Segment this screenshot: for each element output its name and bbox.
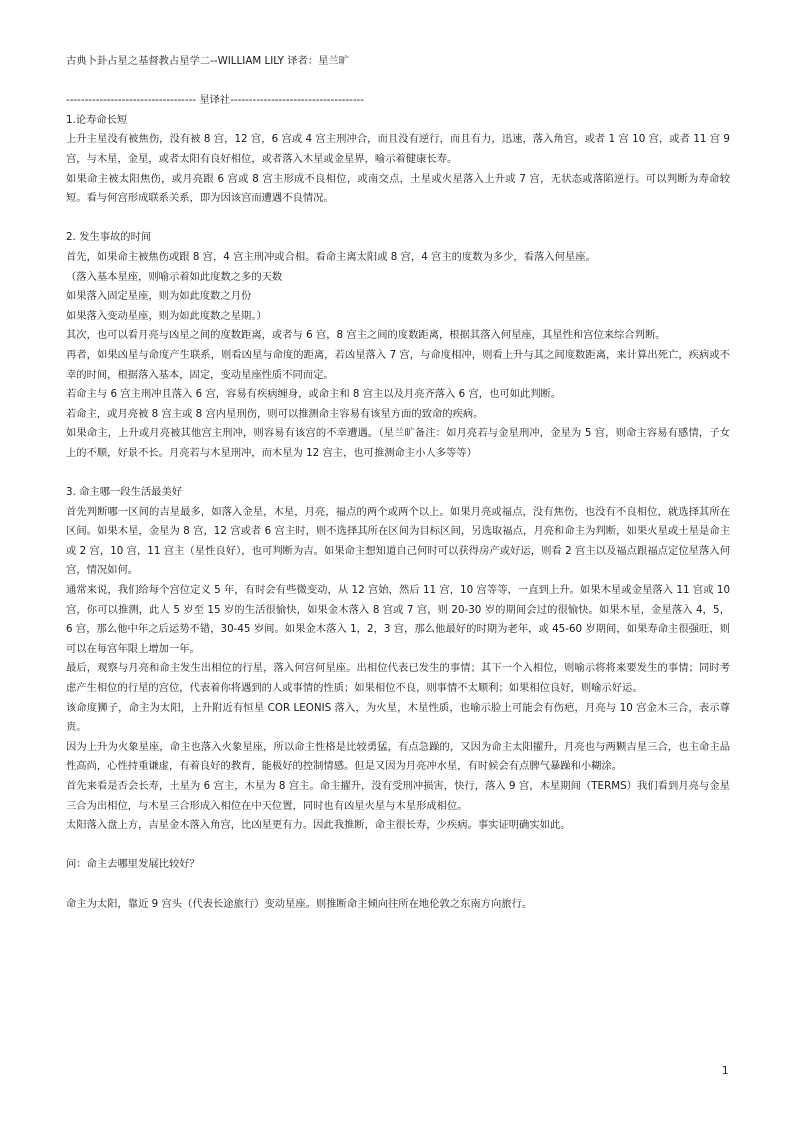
section-heading: 3. 命主哪一段生活最美好 [66, 486, 183, 499]
paragraph: 太阳落入盘上方，吉星金木落入角宫，比凶星更有力。因此我推断，命主很长寿，少疾病。事实证明确实如此。 [66, 819, 571, 832]
answer-text: 命主为太阳，靠近 9 宫头（代表长途旅行）变动星座。则推断命主倾向往所在地伦敦之东南方向旅行。 [66, 897, 533, 910]
section-heading: 1.论寿命长短 [66, 113, 128, 126]
paragraph: 再者，如果凶星与命度产生联系，则看凶星与命度的距离，若凶星落入 7 宫，与命度相冲，则看上升与其之间度数距离，来计算出死亡，疾病或不幸的时间，根据落入基本，固定，变动星座性质不同而定。 [66, 348, 730, 381]
paragraph: 首先来看是否会长寿，土星为 6 宫主，木星为 8 宫主。命主擢升，没有受刑冲损害，快行，落入 9 宫，木星期间（TERMS）我们看到月亮与金星三合为出相位，与木星三合形成入相位在中天位置，同时也有凶星火星与木星形成相位。 [66, 779, 730, 812]
section-heading: 2. 发生事故的时间 [66, 231, 152, 244]
page-number: 1 [722, 1065, 729, 1077]
paragraph: 如果落入变动星座，则为如此度数之星期。） [66, 309, 267, 322]
paragraph: 该命度狮子，命主为太阳，上升附近有恒星 COR LEONIS 落入，为火星，木星性质，也喻示脸上可能会有伤疤，月亮与 10 宫金木三合，表示尊贵。 [66, 701, 730, 734]
answer-block [66, 895, 730, 915]
question-text: 问：命主去哪里发展比较好？ [66, 858, 200, 871]
spacer [66, 875, 730, 895]
section-best-period [66, 483, 730, 836]
paragraph: 其次，也可以看月亮与凶星之间的度数距离，或者与 6 宫，8 宫主之间的度数距离，根据其落入何星座，其星性和宫位来综合判断。 [66, 329, 666, 342]
paragraph: 通常来说，我们给每个宫位定义 5 年，有时会有些微变动，从 12 宫始，然后 11 宫，10 宫等等，一直到上升。如果木星或金星落入 11 宫或 10 宫，你可以推测，此人 5 岁至 15 岁的生活很愉快，如果金木落入 8 宫或 7 宫，则 20-30 岁的期间会过的很愉快。如果木星，金星落入 4，5，6 宫，那么他中年之后运势不错，30-45 岁间。如果金木落入 1，2，3 宫，那么他最好的时期为老年，或 45-60 岁期间，如果寿命主很强旺，则可以在每宫年限上增加一年。 [66, 584, 730, 655]
spacer [66, 836, 730, 856]
paragraph: 如果命主被太阳焦伤，或月亮跟 6 宫或 8 宫主形成不良相位，或南交点，土星或火星落入上升或 7 宫，无状态或落陷逆行。可以判断为寿命较短。看与何宫形成联系关系，即为因该宫而遭遇不良情况。 [66, 172, 730, 205]
paragraph: 因为上升为火象星座，命主也落入火象星座，所以命主性格是比较勇猛，有点急躁的，又因为命主太阳擢升，月亮也与两颗吉星三合，也主命主品性高尚，心性持重谦虚，有着良好的教育，能极好的控制情感。但是又因为月亮冲水星，有时候会有点脾气暴躁和小糊涂。 [66, 740, 730, 773]
divider-rule: ----------------------------------- 星译社------------------------------------ [66, 94, 364, 107]
paragraph: 首先，如果命主被焦伤或跟 8 宫，4 宫主刑冲或合相。看命主离太阳或 8 宫，4 宫主的度数为多少，看落入何星座。 [66, 250, 596, 263]
section-lifespan [66, 111, 730, 209]
paragraph: 如果落入固定星座，则为如此度数之月份 [66, 290, 252, 303]
paragraph: 若命主与 6 宫主刑冲且落入 6 宫，容易有疾病缠身，或命主和 8 宫主以及月亮齐落入 6 宫，也可如此判断。 [66, 388, 562, 401]
question-block [66, 855, 730, 875]
spacer [66, 209, 730, 229]
paragraph: 如果命主，上升或月亮被其他宫主刑冲，则容易有该宫的不幸遭遇。（星兰旷备注：如月亮若与金星刑冲，金星为 5 宫，则命主容易有感情，子女上的不顺，好景不长。月亮若与木星刑冲，而木星为 12 宫主，也可推测命主小人多等等） [66, 427, 730, 459]
paragraph: 上升主星没有被焦伤，没有被 8 宫，12 宫，6 宫或 4 宫主刑冲合，而且没有逆行，而且有力，迅速，落入角宫，或者 1 宫 10 宫，或者 11 宫 9 宫，与木星，金星，或者太阳有良好相位，或者落入木星或金星界，喻示着健康长寿。 [66, 133, 730, 165]
document-title: 古典卜卦占星之基督教占星学二--WILLIAM LILY 译者：星兰旷 [66, 55, 350, 67]
paragraph: 最后，观察与月亮和命主发生出相位的行星，落入何宫何星座。出相位代表已发生的事情；其下一个入相位，则喻示将将来要发生的事情；同时考虑产生相位的行星的宫位，代表着你将遇到的人或事情的性质；如果相位不良，则事情不太顺利；如果相位良好，则喻示好运。 [66, 662, 730, 694]
paragraph: 若命主，或月亮被 8 宫主或 8 宫内星刑伤，则可以推测命主容易有该星方面的致命的疾病。 [66, 407, 484, 420]
paragraph: 首先判断哪一区间的吉星最多，如落入金星，木星，月亮，福点的两个或两个以上。如果月亮或福点，没有焦伤，也没有不良相位，就选择其所在区间。如果木星，金星为 8 宫，12 宫或者 6 宫主时，则不选择其所在区间为目标区间，另选取福点，月亮和命主为判断，如果火星或土星是命主或 2 宫，10 宫，11 宫主（星性良好），也可判断为吉。如果命主想知道自己何时可以获得房产或好运，则看 2 宫主以及福点跟福点定位星落入何宫，情况如何。 [66, 505, 730, 577]
spacer [66, 463, 730, 483]
document-body [66, 52, 730, 914]
paragraph: （落入基本星座，则喻示着如此度数之多的天数 [66, 270, 283, 283]
section-accident-timing [66, 228, 730, 463]
